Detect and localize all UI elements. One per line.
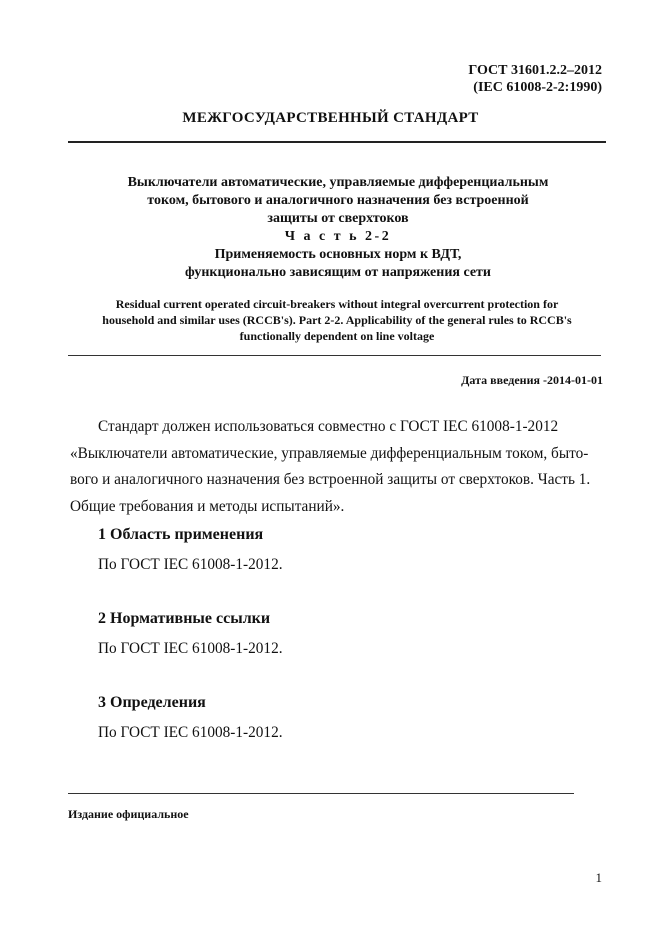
- paragraph-line: Стандарт должен использоваться совместно с ГОСТ IEC 61008-1-2012: [98, 418, 559, 435]
- paragraph-line: «Выключатели автоматические, управляемые дифференциальным током, быто-: [70, 444, 589, 462]
- page-number: 1: [595, 870, 602, 885]
- section-heading-scope: 1 Область применения: [98, 526, 264, 543]
- section-heading-references: 2 Нормативные ссылки: [98, 610, 271, 627]
- title-ru-line: Применяемость основных норм к ВДТ,: [214, 247, 462, 262]
- iec-code: (IEC 61008-2-2:1990): [473, 80, 602, 95]
- title-ru-line: функционально зависящим от напряжения сети: [184, 265, 491, 280]
- title-en-line: Residual current operated circuit-breakers without integral overcurrent protection for: [115, 297, 559, 311]
- paragraph-line: вого и аналогичного назначения без встроенной защиты от сверхтоков. Часть 1.: [70, 471, 591, 488]
- standard-code-block: [300, 62, 602, 96]
- title-en-line: functionally dependent on line voltage: [239, 329, 435, 343]
- title-divider: [68, 355, 601, 356]
- footer-divider: [68, 793, 574, 794]
- title-russian: [60, 174, 616, 282]
- title-en-line: household and similar uses (RCCB's). Part 2-2. Applicability of the general rules to RCCB's: [102, 313, 572, 327]
- section-body-references: По ГОСТ IEC 61008-1-2012.: [98, 640, 283, 657]
- section-heading-definitions: 3 Определения: [98, 694, 206, 711]
- intro-paragraph: [70, 414, 604, 520]
- paragraph-line: Общие требования и методы испытаний».: [70, 497, 345, 515]
- introduction-date: Дата введения -2014-01-01: [461, 373, 603, 387]
- title-part-number: Ч а с т ь 2-2: [284, 229, 392, 244]
- title-ru-line: Выключатели автоматические, управляемые дифференциальным: [127, 175, 549, 190]
- title-ru-line: током, бытового и аналогичного назначения без встроенной: [147, 193, 529, 208]
- official-edition-label: Издание официальное: [68, 807, 189, 821]
- header-divider: [68, 141, 606, 143]
- standard-type-title: МЕЖГОСУДАРСТВЕННЫЙ СТАНДАРТ: [182, 110, 479, 126]
- title-english: [62, 296, 612, 344]
- section-body-scope: По ГОСТ IEC 61008-1-2012.: [98, 556, 283, 573]
- section-body-definitions: По ГОСТ IEC 61008-1-2012.: [98, 724, 283, 741]
- title-ru-line: защиты от сверхтоков: [267, 211, 409, 226]
- standard-code: ГОСТ 31601.2.2–2012: [468, 63, 602, 78]
